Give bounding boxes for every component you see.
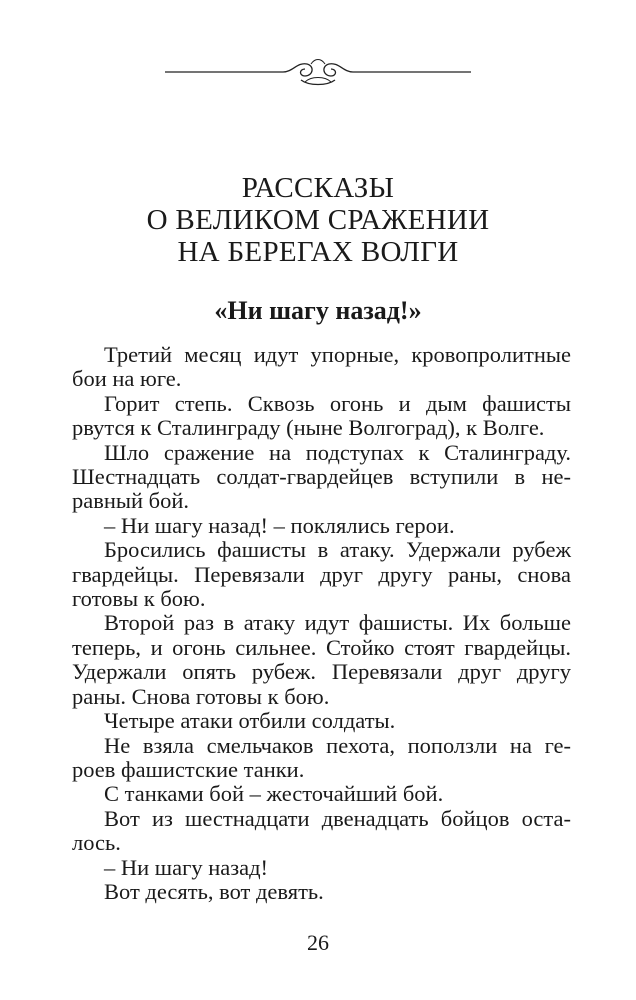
text-line: Бросились фашисты в атаку. Удержали рубеж — [104, 537, 571, 563]
text-line: Вот десять, вот девять. — [104, 878, 324, 904]
text-line: Вот из шестнадцати двенадцать бойцов оста- — [104, 805, 571, 831]
text-line: – Ни шагу назад! — [104, 854, 269, 880]
paragraph — [72, 441, 571, 514]
paragraph — [72, 538, 571, 611]
text-line: С танками бой – жесточайший бой. — [104, 781, 444, 807]
text-line: гвардейцы. Перевязали друг другу раны, снова — [72, 561, 571, 587]
text-line: Не взяла смельчаков пехота, поползли на ге- — [104, 732, 571, 758]
text-line: готовы к бою. — [72, 586, 206, 612]
paragraph — [72, 807, 571, 856]
text-line: роев фашистские танки. — [72, 756, 305, 782]
text-line: равный бой. — [72, 488, 190, 514]
paragraph — [72, 782, 571, 806]
text-line: лось. — [72, 830, 121, 856]
paragraph — [72, 709, 571, 733]
story-text — [72, 343, 571, 904]
paragraph — [72, 611, 571, 709]
paragraph — [72, 392, 571, 441]
text-line: – Ни шагу назад! – поклялись герои. — [104, 512, 455, 538]
text-line: Шестнадцать солдат-гвардейцев вступили в не- — [72, 464, 571, 490]
text-line: раны. Снова готовы к бою. — [72, 683, 330, 709]
text-line: Третий месяц идут упорные, кровопролитные — [104, 342, 571, 367]
text-line: Удержали опять рубеж. Перевязали друг другу — [72, 659, 571, 685]
chapter-heading-line: РАССКАЗЫ — [241, 172, 395, 204]
text-line: рвутся к Сталинграду (ныне Волгоград), к Волге. — [72, 415, 545, 441]
story-title: «Ни шагу назад!» — [214, 296, 422, 325]
paragraph — [72, 856, 571, 880]
text-line: Второй раз в атаку идут фашисты. Их больше — [104, 610, 571, 636]
text-line: Горит степь. Сквозь огонь и дым фашисты — [104, 390, 571, 416]
chapter-heading-line: НА БЕРЕГАХ ВОЛГИ — [177, 236, 459, 268]
paragraph — [72, 880, 571, 904]
text-line: Четыре атаки отбили солдаты. — [104, 708, 396, 734]
paragraph — [72, 734, 571, 783]
chapter-heading-line: О ВЕЛИКОМ СРАЖЕНИИ — [146, 204, 490, 236]
paragraph — [72, 514, 571, 538]
text-line: Шло сражение на подступах к Сталинграду. — [104, 439, 571, 465]
text-line: бои на юге. — [72, 366, 182, 392]
flourish-divider-icon — [165, 56, 471, 92]
page-number: 26 — [307, 930, 329, 955]
text-line: теперь, и огонь сильнее. Стойко стоят гвардейцы. — [72, 634, 571, 660]
paragraph — [72, 343, 571, 392]
chapter-heading — [0, 172, 636, 268]
